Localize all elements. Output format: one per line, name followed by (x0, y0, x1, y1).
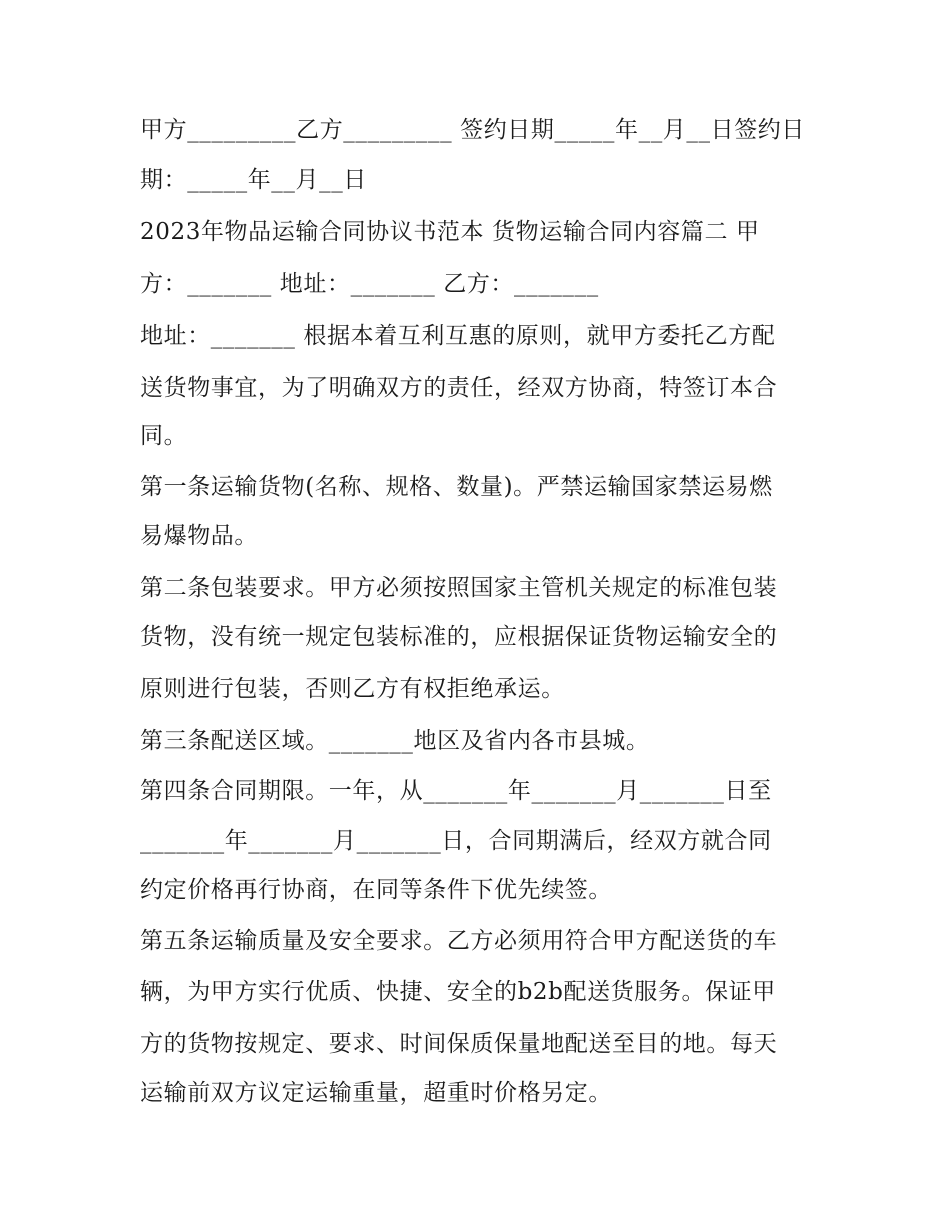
text-line: 易爆物品。 (140, 523, 258, 549)
text-line: 约定价格再行协商，在同等条件下优先续签。 (140, 877, 612, 903)
text-line: _______年_______月_______日，合同期满后，经双方就合同 (140, 828, 772, 854)
text-line: 辆，为甲方实行优质、快捷、安全的b2b配送货服务。保证甲 (140, 979, 776, 1005)
text-line: 第三条配送区域。_______地区及省内各市县城。 (140, 728, 650, 754)
text-line: 原则进行包装，否则乙方有权拒绝承运。 (140, 676, 565, 702)
text-line: 货物，没有统一规定包装标准的，应根据保证货物运输安全的 (140, 624, 778, 650)
text-line: 同。 (140, 423, 188, 449)
text-line: 方的货物按规定、要求、时间保质保量地配送至目的地。每天 (140, 1031, 778, 1057)
text-line: 2023年物品运输合同协议书范本 货物运输合同内容篇二 甲 (140, 219, 760, 245)
text-line: 方：_______ 地址：_______ 乙方：_______ (140, 271, 599, 297)
text-line: 第五条运输质量及安全要求。乙方必须用符合甲方配送货的车 (140, 928, 778, 954)
text-line: 送货物事宜，为了明确双方的责任，经双方协商，特签订本合 (140, 375, 778, 401)
text-line: 期：_____年__月__日 (140, 167, 367, 193)
text-line: 地址：_______ 根据本着互利互惠的原则，就甲方委托乙方配 (140, 323, 776, 349)
text-line: 甲方_________乙方_________ 签约日期_____年__月__日签约日 (140, 117, 806, 143)
text-line: 第二条包装要求。甲方必须按照国家主管机关规定的标准包装 (140, 575, 778, 601)
text-line: 第四条合同期限。一年，从_______年_______月_______日至 (140, 778, 772, 804)
text-line: 运输前双方议定运输重量，超重时价格另定。 (140, 1080, 612, 1106)
text-line: 第一条运输货物(名称、规格、数量)。严禁运输国家禁运易燃 (140, 474, 773, 500)
